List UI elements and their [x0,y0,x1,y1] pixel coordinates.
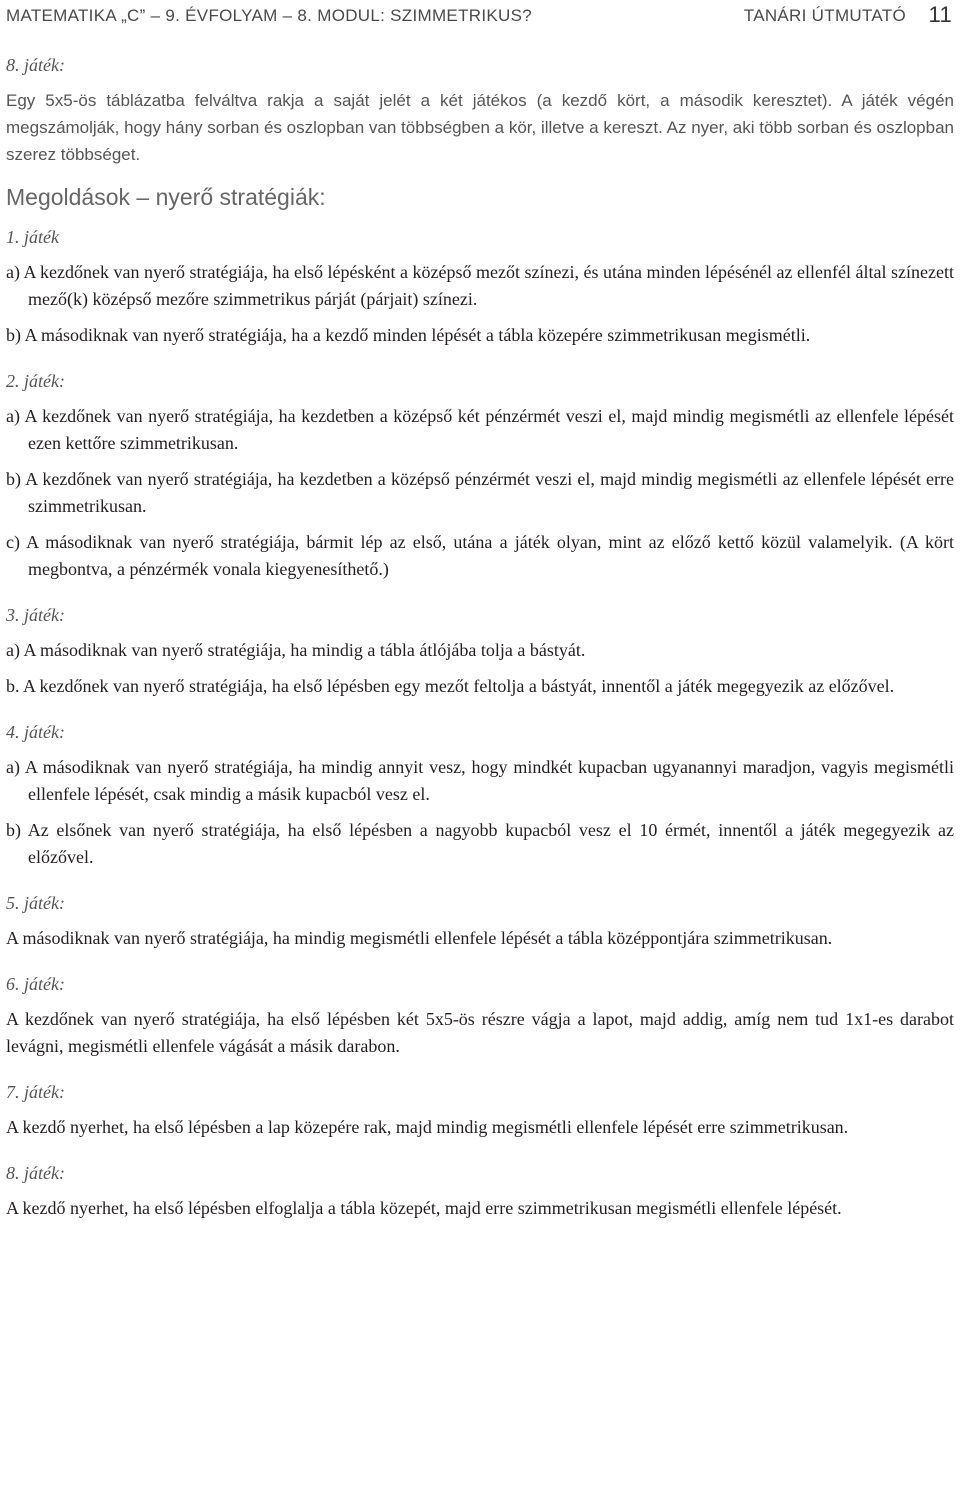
section-game-7 [6,1079,954,1141]
section-heading: 7. játék: [6,1082,65,1102]
section-game-5 [6,890,954,952]
section-game-3 [6,602,954,700]
solution-item: b. A kezdőnek van nyerő stratégiája, ha első lépésben egy mezőt feltolja a bástyát, innentől a játék megegyezik az előzővel. [6,676,895,696]
section-heading: 6. játék: [6,974,65,994]
solution-text: A kezdő nyerhet, ha első lépésben a lap közepére rak, majd mindig megismétli ellenfele lépését erre szimmetrikusan. [6,1117,849,1137]
section-heading: 3. játék: [6,605,65,625]
solution-item: b) A másodiknak van nyerő stratégiája, ha a kezdő minden lépését a tábla közepére szimmetrikusan megismétli. [6,325,811,345]
section-game-2 [6,368,954,583]
header-title: MATEMATIKA „C” – 9. ÉVFOLYAM – 8. MODUL: SZIMMETRIKUS? [6,6,532,25]
section-heading: 1. játék [6,227,59,247]
section-heading: 8. játék: [6,1163,65,1183]
section-game-8 [6,1160,954,1222]
solution-item: a) A kezdőnek van nyerő stratégiája, ha első lépésként a középső mezőt színezi, és utána minden lépésénél az ellenfél által színezett mező(k) középső mezőre szimmetrikus párját (párjait) színezi. [6,262,954,309]
solution-text: A kezdő nyerhet, ha első lépésben elfoglalja a tábla közepét, majd erre szimmetrikusan megismétli ellenfele lépését. [6,1198,842,1218]
section-heading: 4. játék: [6,722,65,742]
section-game-6 [6,971,954,1060]
page-content [6,52,954,1241]
solution-item: b) A kezdőnek van nyerő stratégiája, ha kezdetben a középső pénzérmét veszi el, majd mindig megismétli az ellenfele lépését erre szimmetrikusan. [6,469,954,516]
section-heading: 2. játék: [6,371,65,391]
solution-item: b) Az elsőnek van nyerő stratégiája, ha első lépésben a nagyobb kupacból vesz el 10 érmét, innentől a játék megegyezik az előzővel. [6,820,954,867]
game8-top-heading: 8. játék: [6,55,65,75]
page-header [6,2,952,34]
section-game-1 [6,224,954,349]
solution-item: a) A kezdőnek van nyerő stratégiája, ha kezdetben a középső két pénzérmét veszi el, majd mindig megismétli az ellenfele lépését ezen kettőre szimmetrikusan. [6,406,954,453]
solution-item: c) A másodiknak van nyerő stratégiája, bármit lép az első, utána a játék olyan, mint az előző kettő közül valamelyik. (A kört megbontva, a pénzérmék vonala kiegyenesíthető.) [6,532,954,579]
game8-top-text: Egy 5x5-ös táblázatba felváltva rakja a saját jelét a két játékos (a kezdő kört, a második keresztet). A játék végén megszámolják, hogy hány sorban és oszlopban van többségben a kör, illetve a kereszt. Az nyer, aki több sorban és oszlopban szerez többséget. [6,91,954,164]
section-heading: 5. játék: [6,893,65,913]
solution-item: a) A másodiknak van nyerő stratégiája, ha mindig a tábla átlójába tolja a bástyát. [6,640,586,660]
solution-text: A kezdőnek van nyerő stratégiája, ha első lépésben két 5x5-ös részre vágja a lapot, majd addig, amíg nem tud 1x1-es darabot levágni, megismétli ellenfele vágását a másik darabon. [6,1009,954,1056]
page-number: 11 [928,2,952,27]
solution-text: A másodiknak van nyerő stratégiája, ha mindig megismétli ellenfele lépését a tábla középpontjára szimmetrikusan. [6,928,833,948]
section-game-4 [6,719,954,871]
header-guide-label: TANÁRI ÚTMUTATÓ [743,6,906,25]
solutions-title: Megoldások – nyerő stratégiák: [6,184,326,210]
solution-item: a) A másodiknak van nyerő stratégiája, ha mindig annyit vesz, hogy mindkét kupacban ugyanannyi maradjon, vagyis megismétli ellenfele lépését, csak mindig a másik kupacból vesz el. [6,757,954,804]
